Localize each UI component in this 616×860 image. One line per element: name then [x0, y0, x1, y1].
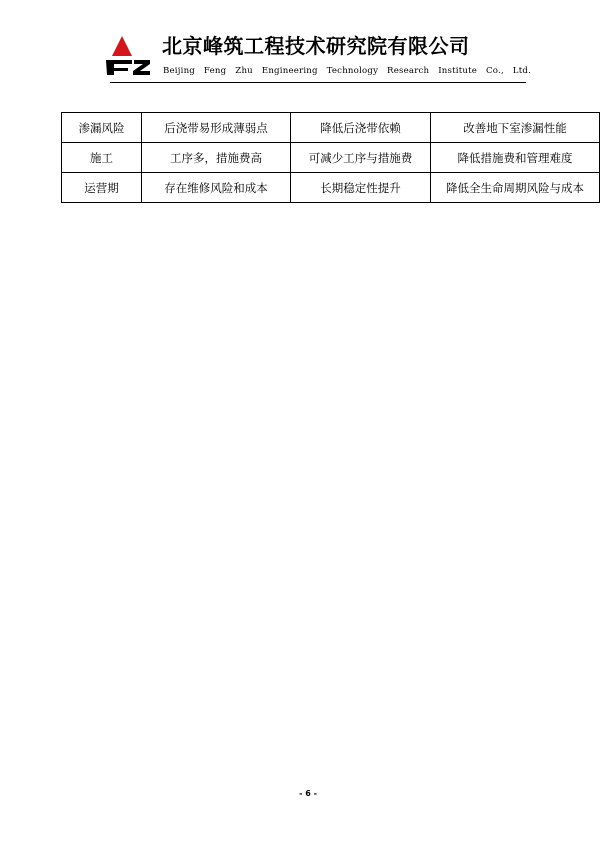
table-cell: 存在维修风险和成本: [142, 173, 291, 203]
table-cell: 运营期: [62, 173, 142, 203]
page-header: [0, 0, 616, 88]
header-divider: [110, 82, 526, 83]
table-cell: 工序多，措施费高: [142, 143, 291, 173]
table-cell: 后浇带易形成薄弱点: [142, 113, 291, 143]
comparison-table: [61, 112, 600, 203]
table-row: [62, 113, 600, 143]
table-cell: 降低措施费和管理难度: [431, 143, 600, 173]
table-row: [62, 143, 600, 173]
company-logo: [104, 34, 152, 76]
company-name-cn: 北京峰筑工程技术研究院有限公司: [162, 34, 470, 58]
table-row: [62, 173, 600, 203]
table-cell: 改善地下室渗漏性能: [431, 113, 600, 143]
table-cell: 可减少工序与措施费: [291, 143, 431, 173]
table-cell: 降低全生命周期风险与成本: [431, 173, 600, 203]
table-cell: 降低后浇带依赖: [291, 113, 431, 143]
table-cell: 施工: [62, 143, 142, 173]
company-name-en: Beijing Feng Zhu Engineering Technology Research Institute Co., Ltd.: [163, 66, 532, 76]
table-cell: 渗漏风险: [62, 113, 142, 143]
page-number: - 6 -: [299, 789, 317, 798]
table-cell: 长期稳定性提升: [291, 173, 431, 203]
